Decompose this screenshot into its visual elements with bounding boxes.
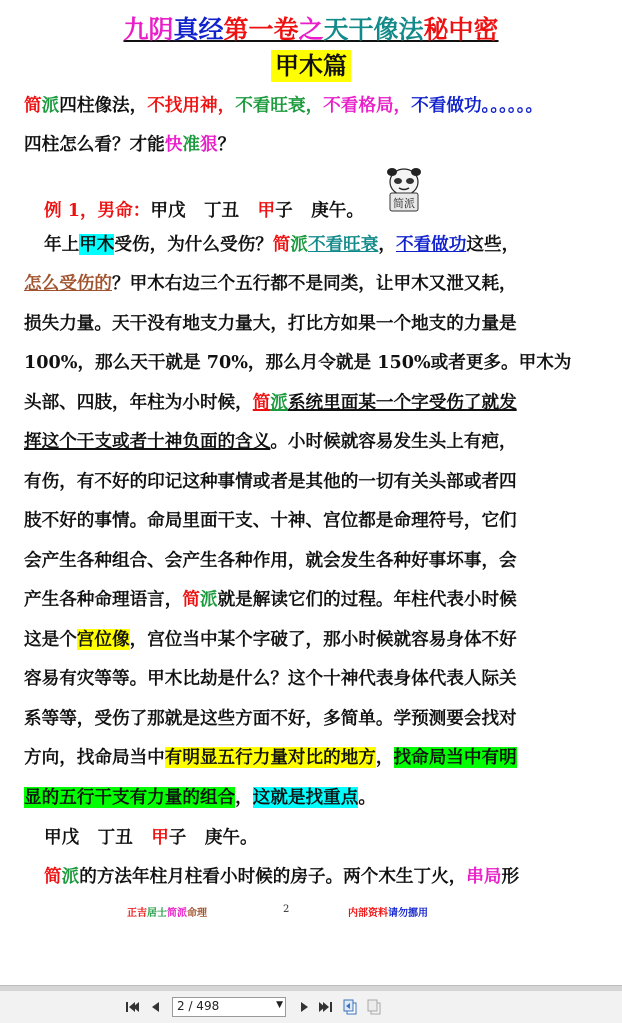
para-line-12: 容易有灾等等。甲木比劫是什么？这个十神代表身体代表人际关 — [24, 668, 517, 689]
para-line-8: 肢不好的事情。命局里面干支、十神、宫位都是命理符号，它们 — [24, 510, 517, 531]
para-line-2: 怎么受伤的？甲木右边三个五行都不是同类，让甲木又泄又耗， — [24, 273, 517, 294]
intro-line-2: 四柱怎么看？才能快准狠？ — [24, 134, 236, 155]
pdf-toolbar — [0, 991, 622, 1023]
para-line-15: 显的五行干支有力量的组合，这就是找重点。 — [24, 787, 376, 808]
example-repeat-line: 甲戊 丁丑 甲子 庚午。 — [44, 827, 258, 848]
page-footer — [0, 904, 622, 920]
footer-page-number: 2 — [283, 904, 290, 915]
title-part-2: 真经 — [173, 15, 224, 44]
para-line-10: 产生各种命理语言，简派就是解读它们的过程。年柱代表小时候 — [24, 589, 517, 610]
last-line: 简派的方法年柱月柱看小时候的房子。两个木生丁火，串局形 — [44, 866, 520, 887]
title-part-6: 秘中密 — [423, 15, 499, 44]
para-line-14: 方向，找命局当中有明显五行力量对比的地方，找命局当中有明 — [24, 747, 517, 768]
previous-page-icon[interactable] — [148, 999, 164, 1015]
para-line-7: 有伤，有不好的印记这种事情或者是其他的一切有关头部或者四 — [24, 471, 517, 492]
chevron-down-icon: ▼ — [276, 1000, 283, 1010]
panda-avatar-icon — [384, 166, 424, 212]
para-line-4: 100%，那么天干就是 70%，那么月令就是 150%或者更多。甲木为 — [24, 352, 572, 373]
para-line-6: 挥这个干支或者十神负面的含义。小时候就容易发生头上有疤， — [24, 431, 517, 452]
footer-right: 内部资料请勿挪用 — [348, 908, 428, 919]
title-part-5: 天干像法 — [323, 15, 424, 44]
title-part-4: 之 — [298, 15, 324, 44]
go-forward-view-icon[interactable] — [366, 999, 382, 1015]
example-line: 例 1，男命：甲戊 丁丑 甲子 庚午。 — [44, 200, 364, 221]
title-part-3: 第一卷 — [223, 15, 299, 44]
go-back-view-icon[interactable] — [342, 999, 358, 1015]
para-line-1: 年上甲木受伤，为什么受伤？简派不看旺衰，不看做功这些， — [44, 234, 520, 255]
avatar-caption: 简派 — [393, 197, 415, 210]
para-line-9: 会产生各种组合、会产生各种作用，就会发生各种好事坏事，会 — [24, 550, 517, 571]
para-line-13: 系等等，受伤了那就是这些方面不好，多简单。学预测要会找对 — [24, 708, 517, 729]
document-subtitle: 甲木篇 — [0, 50, 622, 82]
first-page-icon[interactable] — [124, 999, 140, 1015]
title-part-1: 九阴 — [123, 15, 174, 44]
para-line-3: 损失力量。天干没有地支力量大，打比方如果一个地支的力量是 — [24, 313, 517, 334]
para-line-5: 头部、四肢，年柱为小时候，简派系统里面某一个字受伤了就发 — [24, 392, 517, 413]
para-line-11: 这是个宫位像，宫位当中某个字破了，那小时候就容易身体不好 — [24, 629, 517, 650]
document-title — [0, 10, 622, 46]
next-page-icon[interactable] — [296, 999, 312, 1015]
footer-left: 正吉居士简派命理 — [127, 908, 207, 919]
intro-line-1: 简派四柱像法，不找用神，不看旺衰，不看格局，不看做功。。。。。。 — [24, 95, 544, 116]
last-page-icon[interactable] — [318, 999, 334, 1015]
page-number-select[interactable]: 2 / 498 ▼ — [172, 997, 286, 1017]
